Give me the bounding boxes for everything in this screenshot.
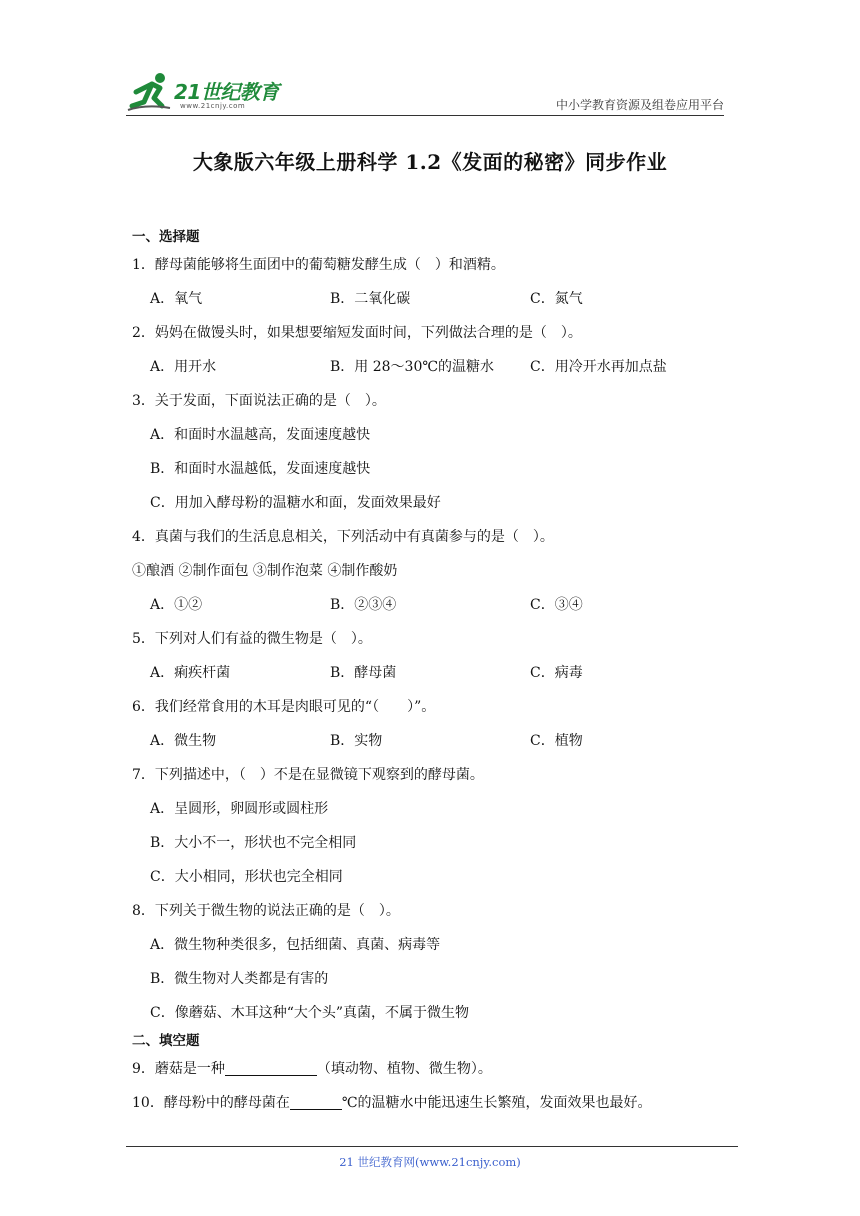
question-2: 2．妈妈在做馒头时，如果想要缩短发面时间，下列做法合理的是（ ）。 [132,325,582,341]
option-b: B．二氧化碳 [330,291,411,307]
question-1: 1．酵母菌能够将生面团中的葡萄糖发酵生成（ ）和酒精。 [132,257,505,273]
page-header [126,64,724,116]
question-9 [132,1052,732,1086]
logo-text: 21世纪教育 [174,80,279,104]
question-10-text-before: 10．酵母粉中的酵母菌在 [132,1095,290,1111]
option-a: A．和面时水温越高，发面速度越快 [150,427,371,443]
option-a: A．①② [150,597,203,613]
question-5-options [132,656,732,690]
section-heading-fill-blank: 二、填空题 [132,1033,200,1049]
site-logo[interactable] [126,70,286,114]
question-4-options [132,588,732,622]
question-10-text-after: ℃的温糖水中能迅速生长繁殖，发面效果也最好。 [341,1095,652,1111]
question-4: 4．真菌与我们的生活息息相关，下列活动中有真菌参与的是（ ）。 [132,529,554,545]
option-a: A．痢疾杆菌 [150,665,231,681]
question-9-text-after: （填动物、植物、微生物）。 [316,1061,492,1077]
header-tagline: 中小学教育资源及组卷应用平台 [555,98,724,112]
answer-blank[interactable] [225,1059,317,1076]
option-b: B．和面时水温越低，发面速度越快 [150,461,371,477]
option-a: A．微生物种类很多，包括细菌、真菌、病毒等 [150,937,441,953]
option-b: B．酵母菌 [330,665,397,681]
question-2-options [132,350,732,384]
answer-blank[interactable] [290,1093,342,1110]
question-6-options [132,724,732,758]
option-c: C．用冷开水再加点盐 [530,359,667,375]
question-6: 6．我们经常食用的木耳是肉眼可见的“（ ）”。 [132,699,436,715]
option-c: C．大小相同，形状也完全相同 [150,869,343,885]
option-c: C．用加入酵母粉的温糖水和面，发面效果最好 [150,495,441,511]
option-c: C．病毒 [530,665,583,681]
question-5: 5．下列对人们有益的微生物是（ ）。 [132,631,372,647]
option-c: C．植物 [530,733,583,749]
section-heading-choice: 一、选择题 [132,229,200,245]
option-c: C．③④ [530,597,583,613]
question-7: 7．下列描述中，（ ）不是在显微镜下观察到的酵母菌。 [132,767,484,783]
header-divider [126,115,724,116]
question-3: 3．关于发面，下面说法正确的是（ ）。 [132,393,386,409]
running-figure-icon [126,70,176,114]
question-10 [132,1086,732,1120]
option-a: A．呈圆形，卵圆形或圆柱形 [150,801,329,817]
footer-link[interactable]: 21 世纪教育网(www.21cnjy.com) [339,1155,521,1169]
option-b: B．实物 [330,733,383,749]
option-c: C．氮气 [530,291,583,307]
option-c: C．像蘑菇、木耳这种“大个头”真菌，不属于微生物 [150,1005,470,1021]
option-b: B．用 28～30℃的温糖水 [330,359,495,375]
option-a: A．氧气 [150,291,203,307]
option-b: B．②③④ [330,597,397,613]
option-b: B．大小不一，形状也不完全相同 [150,835,357,851]
worksheet-body [132,226,732,1120]
question-4-activities: ①酿酒 ②制作面包 ③制作泡菜 ④制作酸奶 [132,563,398,579]
question-9-text-before: 9．蘑菇是一种 [132,1061,225,1077]
question-1-options [132,282,732,316]
option-a: A．用开水 [150,359,217,375]
document-title: 大象版六年级上册科学 1.2《发面的秘密》同步作业 [192,150,668,174]
logo-url: www.21cnjy.com [180,102,246,110]
option-b: B．微生物对人类都是有害的 [150,971,329,987]
question-8: 8．下列关于微生物的说法正确的是（ ）。 [132,903,400,919]
option-a: A．微生物 [150,733,217,749]
footer-divider [126,1146,738,1147]
